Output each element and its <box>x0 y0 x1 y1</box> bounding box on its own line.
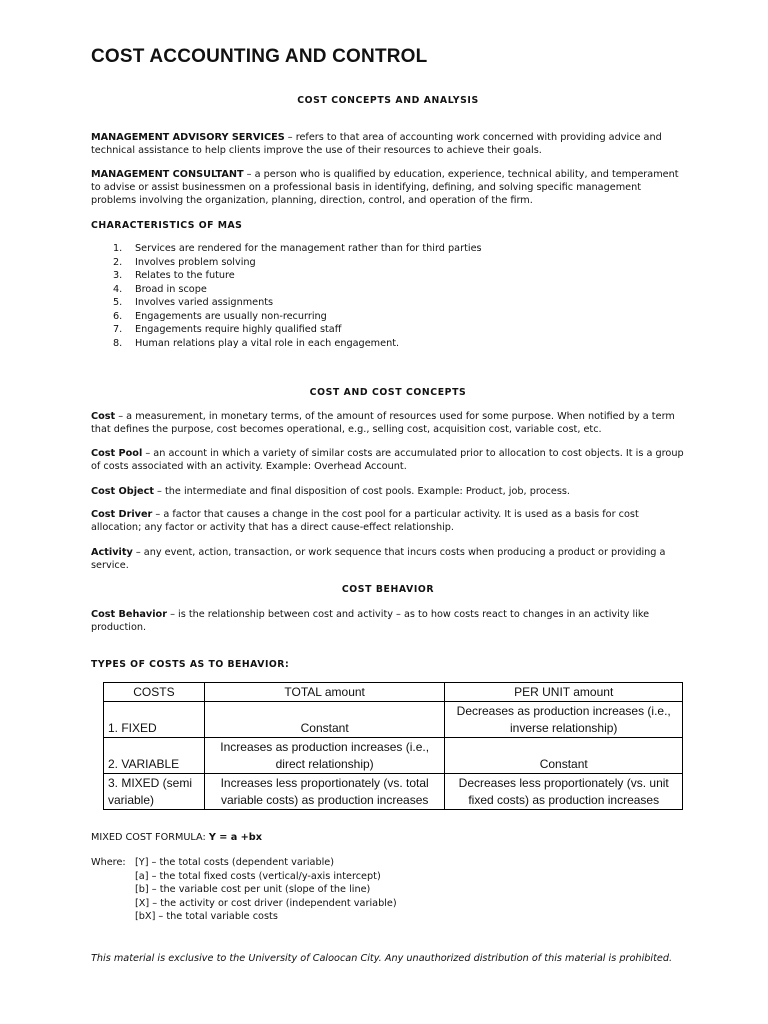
list-item: [X] – the activity or cost driver (independent variable) <box>135 897 397 909</box>
cost-pool-term: Cost Pool <box>91 448 143 459</box>
cost-behavior-table <box>103 682 683 810</box>
cost-behavior-term: Cost Behavior <box>91 609 167 620</box>
cost-pool-definition: Cost Pool – an account in which a variety of similar costs are accumulated prior to allocation to cost objects. It is a group of costs associated with an activity. Example: Overhead Account. <box>91 448 684 472</box>
table-header-row <box>104 683 683 702</box>
per-unit-cell: Constant <box>445 738 683 774</box>
cost-type-cell: 3. MIXED (semi variable) <box>104 774 205 810</box>
list-item: Where: [Y] – the total costs (dependent variable) <box>91 857 335 868</box>
footer-disclaimer: This material is exclusive to the University of Caloocan City. Any unauthorized distribution of this material is prohibited. <box>91 953 673 964</box>
heading-cost-behavior: COST BEHAVIOR <box>341 584 435 595</box>
cost-behavior-definition: Cost Behavior – is the relationship between cost and activity – as to how costs react to changes in an activity like production. <box>91 609 650 633</box>
table-row <box>104 702 683 738</box>
heading-cost-and-cost-concepts: COST AND COST CONCEPTS <box>309 387 467 398</box>
activity-definition: Activity – any event, action, transaction, or work sequence that incurs costs when producing a product or providing a service. <box>91 547 666 571</box>
consultant-def-text: – a person who is qualified by education, experience, technical ability, and temperament to advise or assist businessmen on a professional basis in identifying, defining, and solving specific management problems involving the organization, planning, direction, control, and operation of the firm. <box>91 169 679 206</box>
cost-object-definition: Cost Object – the intermediate and final disposition of cost pools. Example: Product, job, process. <box>91 486 570 497</box>
column-header-per-unit: PER UNIT amount <box>445 683 683 702</box>
list-item: 1. Services are rendered for the management rather than for third parties <box>113 243 482 254</box>
mas-term: MANAGEMENT ADVISORY SERVICES <box>91 132 285 143</box>
list-item: 7. Engagements require highly qualified staff <box>113 324 342 335</box>
cost-driver-term: Cost Driver <box>91 509 153 520</box>
per-unit-cell: Decreases as production increases (i.e., inverse relationship) <box>445 702 683 738</box>
formula-equation: Y = a +bx <box>208 832 262 843</box>
total-amount-cell: Constant <box>204 702 445 738</box>
formula-label: MIXED COST FORMULA: <box>91 832 209 843</box>
where-label: Where: <box>91 857 126 868</box>
total-amount-cell: Increases less proportionately (vs. total variable costs) as production increases <box>204 774 445 810</box>
heading-characteristics: CHARACTERISTICS OF MAS <box>91 220 243 231</box>
characteristics-list <box>91 242 482 350</box>
consultant-definition <box>91 168 685 207</box>
activity-term: Activity <box>91 547 133 558</box>
list-item: 8. Human relations play a vital role in each engagement. <box>113 337 400 349</box>
column-header-costs: COSTS <box>104 683 205 702</box>
list-item: [a] – the total fixed costs (vertical/y-axis intercept) <box>135 870 381 882</box>
heading-types-of-costs: TYPES OF COSTS AS TO BEHAVIOR: <box>91 659 290 670</box>
list-item: [b] – the variable cost per unit (slope of the line) <box>135 884 371 895</box>
per-unit-cell: Decreases less proportionately (vs. unit fixed costs) as production increases <box>445 774 683 810</box>
cost-definition: Cost – a measurement, in monetary terms, of the amount of resources used for some purpose. When notified by a term that defines the purpose, cost becomes operational, e.g., selling cost, acquisition cost, variable cost, etc. <box>91 411 675 435</box>
consultant-term: MANAGEMENT CONSULTANT <box>91 169 244 180</box>
table-row <box>104 774 683 810</box>
heading-cost-concepts-analysis: COST CONCEPTS AND ANALYSIS <box>297 95 479 106</box>
list-item: 3. Relates to the future <box>113 270 235 281</box>
list-item: 2. Involves problem solving <box>113 256 256 268</box>
mas-definition <box>91 131 685 157</box>
column-header-total: TOTAL amount <box>204 683 445 702</box>
cost-driver-definition: Cost Driver – a factor that causes a change in the cost pool for a particular activity. It is used as a basis for cost allocation; any factor or activity that has a direct cause-effect relationship. <box>91 509 639 533</box>
table-row <box>104 738 683 774</box>
cost-object-term: Cost Object <box>91 486 154 497</box>
cost-type-cell: 2. VARIABLE <box>104 738 205 774</box>
document-title: COST ACCOUNTING AND CONTROL <box>91 46 428 67</box>
formula-where-list <box>91 856 397 924</box>
total-amount-cell: Increases as production increases (i.e., direct relationship) <box>204 738 445 774</box>
list-item: [bX] – the total variable costs <box>135 911 278 922</box>
mixed-cost-formula <box>91 832 262 843</box>
cost-term: Cost <box>91 411 116 422</box>
mas-def-text: – refers to that area of accounting work concerned with providing advice and technical assistance to help clients improve the use of their resources to achieve their goals. <box>91 132 662 156</box>
list-item: 5. Involves varied assignments <box>113 297 274 308</box>
cost-type-cell: 1. FIXED <box>104 702 205 738</box>
list-item: 6. Engagements are usually non-recurring <box>113 310 327 322</box>
list-item: 4. Broad in scope <box>113 283 207 295</box>
